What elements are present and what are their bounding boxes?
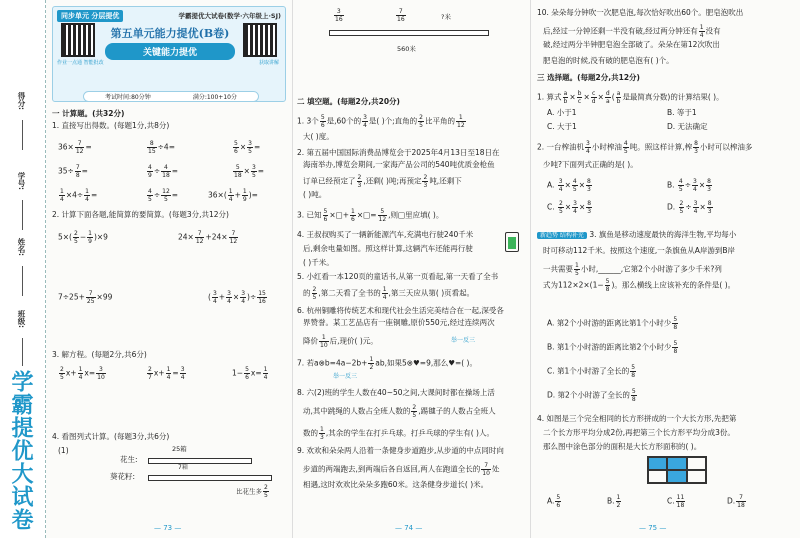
fill-q5-line1: 5. 小红看一本120页的童话书,从第一页看起,第一天看了全书 (297, 272, 499, 281)
series-name: 学霸提优大试卷(数学·六年级上·SJ) (178, 12, 281, 20)
student-id-line (22, 200, 23, 230)
fill-q2-line2: 海南举办,博览会期间,一家海产品公司的540吨优质金枪鱼 (303, 160, 495, 169)
equation-1: $\frac{2}{5}$ x+ $\frac{1}{4}$ x= $\frac{3}{10}$ (60, 366, 105, 381)
blank-cell (687, 457, 706, 470)
choice-q1-a[interactable]: A. 小于1 (547, 108, 577, 117)
fill-q2-line4: ( )吨。 (303, 190, 327, 199)
fill-q1-line1: 1. 3个 $\frac{5}{6}$ 是,60个的 $\frac{3}{4}$ 是( )个;直角的 $\frac{2}{5}$ 比平角的 $\frac{1}{12}$ (297, 114, 465, 129)
section-title: 一 计算题。(共32分) (52, 109, 125, 118)
choice-q4-a[interactable]: A. $\frac{5}{6}$ (547, 494, 561, 509)
question-1-prompt: 1. 直接写出得数。(每题1分,共8分) (52, 121, 170, 130)
fill-q5-line2: 的 $\frac{2}{5}$ ,第二天看了全书的 $\frac{1}{4}$ ,第三天应从第( )页看起。 (303, 286, 475, 301)
trend-badge: 新趋势 结构补充 (537, 232, 587, 239)
equation-3: 1− $\frac{5}{6}$ x= $\frac{1}{4}$ (232, 366, 268, 381)
page-number-75: — 75 — (639, 524, 667, 532)
diagram-total: 560米 (397, 45, 416, 53)
practice-link-q7[interactable]: 举一反三 (333, 373, 358, 380)
fill-q10-line3: 破,经过两分半钟肥皂泡全部破了。朵朵在第12次吹出 (543, 40, 720, 49)
label-7-boxes: 7箱 (178, 464, 188, 471)
fill-q1-line2: 大( )度。 (303, 132, 334, 141)
rectangle-figure (647, 456, 707, 484)
fill-q10-line1: 10. 朵朵每分钟吹一次肥皂泡,每次恰好吹出60个。肥皂泡吹出 (537, 8, 744, 17)
choice-q1-c[interactable]: C. 大于1 (547, 122, 577, 131)
simplify-2: 24× $\frac{7}{12}$ +24× $\frac{7}{12}$ (178, 230, 238, 245)
section-fill-in (297, 96, 400, 107)
calc-7: $\frac{1}{4}$ ×4÷ $\frac{1}{4}$ = (60, 188, 98, 203)
choice-q2-line2: 少吨?下面列式正确的是( )。 (543, 160, 638, 169)
page-75 (530, 0, 792, 538)
fill-q6-line1: 6. 杭州铜雕将传统艺术和现代社会生活完美结合在一起,深受各 (297, 306, 504, 315)
name-label: 姓名: (17, 238, 26, 256)
qr-caption-right: 获取讲解 (258, 60, 279, 66)
fill-q9-line3: 相遇,这时欢欢比朵朵多跑60米。这条健身步道长( )米。 (303, 480, 489, 489)
choice-q2-c[interactable]: C. $\frac{2}{5}$ × $\frac{3}{4}$ × $\frac{8}{3}$ (547, 200, 592, 215)
calc-1: 36× $\frac{7}{12}$ = (58, 140, 92, 155)
class-line (22, 338, 23, 366)
qr-code-right[interactable] (243, 23, 277, 57)
fill-q4-line2: 后,剩余电量如图。照这样计算,这辆汽车还能再行驶 (303, 244, 473, 253)
shaded-cell (667, 457, 686, 470)
choice-q3-b[interactable]: B. 第1个小时游的距离比第2个小时少 $\frac{5}{8}$ (547, 340, 678, 355)
calc-2: $\frac{8}{15}$ ÷4= (148, 140, 175, 155)
choice-q2-a[interactable]: A. $\frac{3}{4}$ × $\frac{4}{5}$ × $\frac{8}{3}$ (547, 178, 591, 193)
choice-q2-line1: 2. 一台榨油机 $\frac{3}{4}$ 小时榨油 $\frac{4}{5}$ 吨。照这样计算,榨 $\frac{8}{3}$ 小时可以榨油多 (537, 140, 753, 155)
fill-q3: 3. 已知 $\frac{5}{6}$ ×□+ $\frac{1}{6}$ ×□= $\frac{5}{12}$ ,则□里应填( )。 (297, 208, 444, 223)
calc-5: $\frac{4}{9}$ ÷ $\frac{4}{18}$ = (148, 164, 179, 179)
question-4-1-label: (1) (58, 446, 69, 455)
label-25-boxes: 25箱 (172, 445, 187, 453)
choice-q3-c[interactable]: C. 第1个小时游了全长的 $\frac{5}{8}$ (547, 364, 636, 379)
fill-q6-line3: 降价 $\frac{1}{10}$ 后,现价( )元。 (303, 334, 378, 349)
fill-q10-line4: 肥皂泡的时候,没有破的肥皂泡有( )个。 (543, 56, 674, 65)
fill-q7: 7. 若a⊗b=4a−2b+ $\frac{1}{2}$ ab,如果5⊗♥=9,那么♥=( )。 (297, 356, 477, 371)
section-title: 二 填空题。(每题2分,共20分) (297, 97, 400, 106)
fill-q6-line2: 界赞誉。某工艺品店有一座铜雕,原价550元,经过连续两次 (303, 318, 495, 327)
calc-4: 35÷ $\frac{7}{8}$ = (58, 164, 88, 179)
choice-q3-line3: 一共需要 $\frac{1}{5}$ 小时,______,它第2个小时游了多少千米?列 (543, 262, 722, 277)
fill-q2-line3: 订单已经预定了 $\frac{2}{3}$ ,还剩( )吨;再预定 $\frac{2}{3}$ 吨,还剩下 (303, 174, 462, 189)
battery-icon (505, 232, 519, 252)
section-calculation (52, 108, 124, 119)
fill-q4-line3: ( )千米。 (303, 258, 334, 267)
choice-q3-line2: 时可移动112千米。按照这个速度,一条旗鱼从A岸游到B岸 (543, 246, 735, 255)
choice-q3-a[interactable]: A. 第2个小时游的距离比第1个小时少 $\frac{5}{8}$ (547, 316, 678, 331)
label-peanut: 花生: (120, 455, 138, 464)
class-label: 班级: (17, 310, 26, 328)
unit-title: 第五单元能力提优(B卷) (110, 27, 230, 40)
page-number-74: — 74 — (395, 524, 423, 532)
question-4-prompt: 4. 看图列式计算。(每题3分,共6分) (52, 432, 170, 441)
choice-q2-d[interactable]: D. $\frac{2}{5}$ ÷ $\frac{3}{4}$ × $\frac{8}{3}$ (667, 200, 712, 215)
blank-cell (648, 470, 667, 483)
fill-q2-line1: 2. 第五届中国国际消费品博览会于2025年4月13日至18日在 (297, 148, 500, 157)
label-more-than-peanut: 比花生多 $\frac{2}{5}$ (236, 484, 268, 499)
section-choice (537, 72, 640, 83)
peanut-bar (148, 458, 252, 464)
qr-caption-left: 作业一点通 智能批改 (57, 60, 104, 66)
question-3-prompt: 3. 解方程。(每题2分,共6分) (52, 350, 147, 359)
score-line (22, 120, 23, 150)
diagram-frac-7-16: $\frac{7}{16}$ (397, 8, 405, 23)
choice-q3-d[interactable]: D. 第2个小时游了全长的 $\frac{5}{8}$ (547, 388, 636, 403)
road-bar (329, 30, 489, 36)
equation-2: $\frac{2}{7}$ x+ $\frac{1}{4}$ = $\frac{3}{4}$ (148, 366, 185, 381)
choice-q4-d[interactable]: D. $\frac{7}{18}$ (727, 494, 745, 509)
calc-9: 36×( $\frac{1}{4}$ + $\frac{1}{9}$ )= (208, 188, 258, 203)
choice-q4-b[interactable]: B. $\frac{1}{2}$ (607, 494, 621, 509)
choice-q1-b[interactable]: B. 等于1 (667, 108, 697, 117)
choice-q3-line4: 式为112×2×(1− $\frac{5}{8}$ )。那么横线上应该补充的条件是( )。 (543, 278, 736, 293)
shaded-cell (648, 457, 667, 470)
diagram-unknown: ?米 (441, 13, 451, 21)
page-73 (48, 0, 290, 538)
brand-logo: 学霸提优大试卷 (8, 370, 34, 531)
simplify-4: ( $\frac{3}{4}$ + $\frac{3}{4}$ × $\frac{3}{4}$ )÷ $\frac{15}{16}$ (208, 290, 266, 305)
fill-q8-line2: 动,其中跳绳的人数占全班人数的 $\frac{2}{5}$ ,踢毽子的人数占全班人 (303, 404, 496, 419)
calc-6: $\frac{5}{18}$ × $\frac{3}{5}$ = (234, 164, 265, 179)
fill-q9-line1: 9. 欢欢和朵朵两人沿着一条健身步道跑步,从步道的中点同时向 (297, 446, 504, 455)
choice-q2-b[interactable]: B. $\frac{4}{5}$ ÷ $\frac{3}{4}$ × $\frac{8}{3}$ (667, 178, 711, 193)
sunflower-bar (148, 475, 272, 481)
fill-q8-line3: 数的 $\frac{1}{3}$ ,其余的学生在打乒乓球。打乒乓球的学生有( )人。 (303, 426, 494, 441)
fill-q10-line2: 后,经过一分钟还剩一半没有破,经过两分钟还有 $\frac{1}{4}$ 没有 (543, 24, 721, 39)
series-tag: 同步单元 分层提优 (57, 10, 123, 22)
name-line (22, 266, 23, 296)
score-label: 得分: (17, 92, 26, 110)
section-title: 三 选择题。(每题2分,共12分) (537, 73, 640, 82)
choice-q4-line1: 4. 如图是三个完全相同的长方形拼成的一个大长方形,先把第 (537, 414, 737, 423)
qr-code-left[interactable] (61, 23, 95, 57)
page-number-73: — 73 — (154, 524, 182, 532)
calc-3: $\frac{5}{6}$ × $\frac{3}{5}$ = (234, 140, 261, 155)
fill-q9-line2: 步道的两端跑去,到两端后各自返回,两人在跑道全长的 $\frac{7}{10}$ 处 (303, 462, 500, 477)
page-74 (292, 0, 526, 538)
unit-subtitle: 关键能力提优 (105, 43, 235, 60)
question-2-prompt: 2. 计算下面各题,能简算的要简算。(每题3分,共12分) (52, 210, 229, 219)
fill-q4-line1: 4. 王叔叔购买了一辆新能源汽车,充满电行驶240千米 (297, 230, 474, 239)
label-sunflower: 葵花籽: (110, 472, 136, 481)
header-banner (52, 6, 286, 102)
blank-cell (687, 470, 706, 483)
shaded-cell (667, 470, 686, 483)
choice-q3-line1: 新趋势 结构补充 3. 旗鱼是移动速度最快的海洋生物,平均每小 (537, 230, 736, 241)
time-score-bar (83, 91, 259, 102)
simplify-3: 7÷25+ $\frac{7}{25}$ ×99 (58, 290, 113, 305)
choice-q1-d[interactable]: D. 无法确定 (667, 122, 708, 131)
choice-q4-line3: 那么图中涂色部分的面积是大长方形面积的( )。 (543, 442, 702, 451)
simplify-1: 5×( $\frac{2}{5}$ − $\frac{1}{9}$ )×9 (58, 230, 108, 245)
diagram-frac-3-16: $\frac{3}{16}$ (335, 8, 343, 23)
choice-q4-line2: 二个长方形平均分成2份,再把第三个长方形平均分成3份。 (543, 428, 735, 437)
fill-q8-line1: 8. 六(2)班的学生人数在40~50之间,大课间时都在操场上活 (297, 388, 495, 397)
choice-q1: 1. 算式 $\frac{a}{b}$ × $\frac{b}{c}$ × $\frac{c}{d}$ × $\frac{d}{a}$ ( $\frac{a}{b}$ 是最简真分数)的计算结果( )。 (537, 90, 724, 105)
binding-strip (0, 0, 46, 538)
choice-q4-c[interactable]: C. $\frac{11}{18}$ (667, 494, 685, 509)
practice-link-q6[interactable]: 举一反三 (451, 337, 476, 344)
full-score: 满分:100+10分 (192, 94, 237, 101)
time-limit: 考试时间:80分钟 (105, 94, 151, 101)
student-id-label: 学号: (17, 172, 26, 190)
calc-8: $\frac{4}{5}$ ÷ $\frac{12}{5}$ = (148, 188, 179, 203)
